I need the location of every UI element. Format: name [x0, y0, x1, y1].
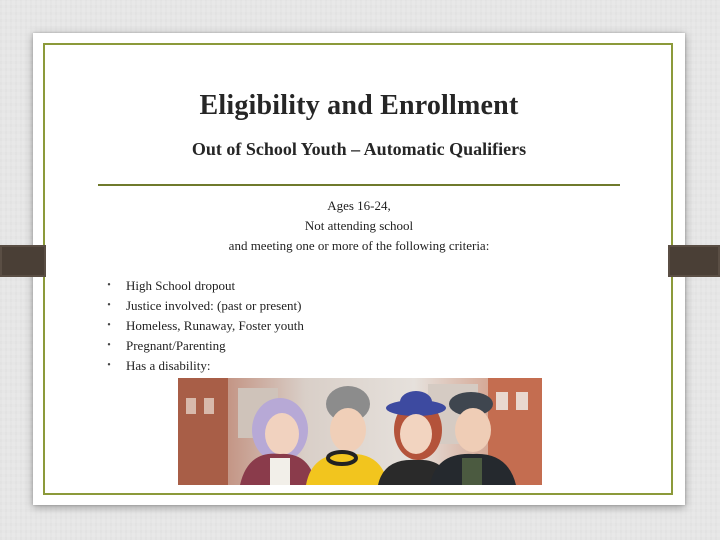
list-item-text: Pregnant/Parenting [126, 338, 226, 353]
bullet-icon: • [107, 320, 111, 331]
intro-line: Ages 16-24, [327, 198, 391, 213]
criteria-list [104, 276, 304, 376]
youth-group-photo [178, 378, 542, 485]
slide-title: Eligibility and Enrollment [199, 90, 519, 121]
bullet-icon: • [107, 300, 111, 311]
list-item-text: High School dropout [126, 278, 236, 293]
list-item [104, 276, 304, 296]
intro-line: Not attending school [304, 218, 414, 233]
list-item-text: Homeless, Runaway, Foster youth [126, 318, 304, 333]
intro-text [33, 196, 685, 256]
bullet-icon: • [107, 340, 111, 351]
list-item [104, 356, 304, 376]
slide-subtitle: Out of School Youth – Automatic Qualifiers [191, 139, 527, 159]
list-item-text: Has a disability: [126, 358, 211, 373]
list-item-text: Justice involved: (past or present) [126, 298, 302, 313]
list-item [104, 316, 304, 336]
bullet-icon: • [107, 360, 111, 371]
list-item [104, 336, 304, 356]
intro-line: and meeting one or more of the following criteria: [228, 238, 490, 253]
list-item [104, 296, 304, 316]
bullet-icon: • [107, 280, 111, 291]
divider [98, 184, 620, 186]
